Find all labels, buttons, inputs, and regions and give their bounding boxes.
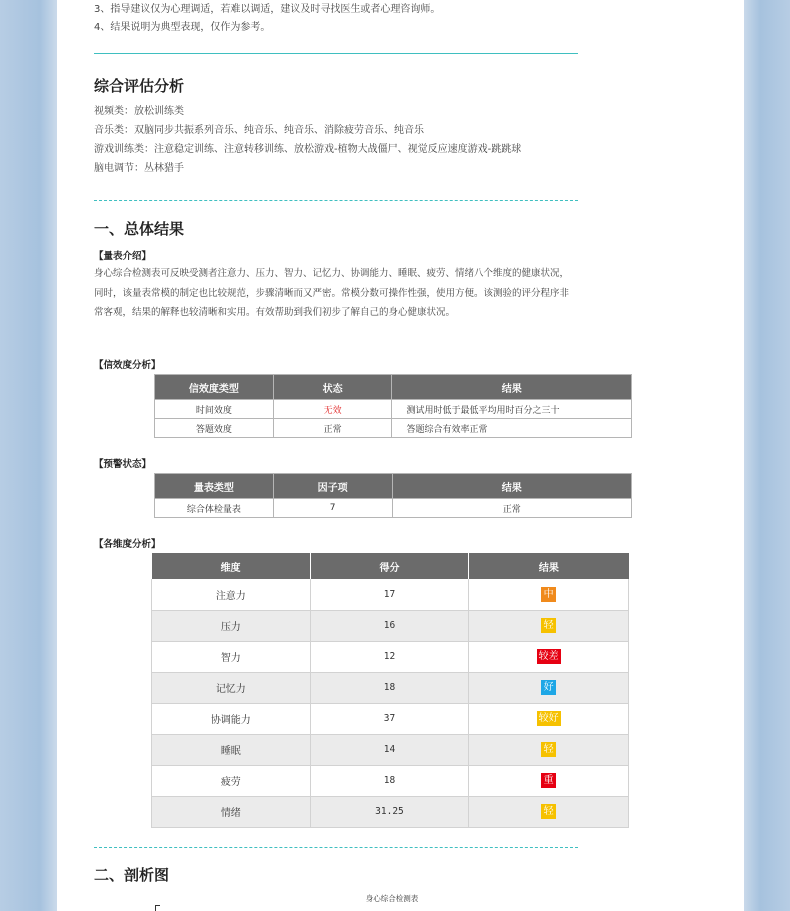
dimension-score: 37 (310, 703, 469, 734)
dimension-result-cell (469, 703, 629, 734)
dimension-name: 疲劳 (152, 765, 311, 796)
dimension-name: 睡眠 (152, 734, 311, 765)
validity-header-status: 状态 (273, 375, 392, 400)
dimension-result-cell (469, 765, 629, 796)
dimension-score: 18 (310, 765, 469, 796)
dimension-result-cell (469, 641, 629, 672)
intro-label: 【量表介绍】 (94, 251, 152, 262)
dimension-result-badge: 较差 (538, 651, 559, 662)
dimension-result-badge: 中 (541, 587, 556, 602)
validity-header-result: 结果 (392, 375, 632, 400)
dimension-score: 12 (310, 641, 469, 672)
dimension-result-cell (469, 734, 629, 765)
dimensions-body (152, 579, 629, 827)
warning-factor: 7 (273, 499, 392, 518)
divider-2 (94, 847, 578, 848)
divider-1 (94, 200, 578, 201)
dimension-score: 17 (310, 579, 469, 610)
overall-line-video: 视频类：放松训练类 (94, 106, 184, 117)
dimension-result-cell (469, 579, 629, 610)
table-row (155, 499, 632, 518)
note-3: 3、指导建议仅为心理调适，若难以调适，建议及时寻找医生或者心理咨询师。 (94, 4, 441, 15)
dimension-result-badge: 轻 (541, 618, 556, 633)
overall-lines (94, 102, 578, 178)
validity-table (154, 374, 632, 438)
chart-axis-corner (155, 905, 160, 911)
intro-text: 身心综合检测表可反映受测者注意力、压力、智力、记忆力、协调能力、睡眠、疲劳、情绪八个维度的健康状况，同时，该量表常模的制定也比较规范，步骤清晰而又严密。常模分数可操作性强，使用方便。该测验的评分程序非常客观，结果的解释也较清晰和实用。有效帮助到我们初步了解自己的身心健康状况。 (94, 268, 570, 318)
warning-table (154, 473, 632, 518)
dimension-result-badge: 轻 (541, 742, 556, 757)
dimensions-header-row (152, 553, 629, 579)
dimension-name: 情绪 (152, 796, 311, 827)
dimension-name: 压力 (152, 610, 311, 641)
dimension-score: 14 (310, 734, 469, 765)
warning-header-row (155, 474, 632, 499)
dimension-result-badge: 好 (541, 680, 556, 695)
validity-label: 【信效度分析】 (94, 360, 161, 371)
validity-type: 答题效度 (155, 419, 274, 438)
validity-result: 答题综合有效率正常 (392, 419, 632, 438)
table-row (152, 703, 629, 734)
dimension-result-cell (469, 672, 629, 703)
dimension-score: 16 (310, 610, 469, 641)
dimension-name: 注意力 (152, 579, 311, 610)
table-row (152, 765, 629, 796)
warning-header-factor: 因子项 (273, 474, 392, 499)
table-row (152, 672, 629, 703)
overall-title: 综合评估分析 (94, 77, 185, 95)
table-row (152, 641, 629, 672)
dimensions-label: 【各维度分析】 (94, 539, 161, 550)
dimension-result-badge: 轻 (541, 804, 556, 819)
dimension-result-badge: 较好 (538, 713, 559, 724)
dimensions-header-result: 结果 (469, 553, 629, 579)
dimension-score: 31.25 (310, 796, 469, 827)
dimensions-header-score: 得分 (310, 553, 469, 579)
dimension-score: 18 (310, 672, 469, 703)
table-row (152, 734, 629, 765)
section1-title: 一、总体结果 (94, 220, 185, 238)
warning-header-type: 量表类型 (155, 474, 274, 499)
warning-label: 【预警状态】 (94, 459, 152, 470)
dimensions-table (151, 553, 629, 828)
dimension-name: 协调能力 (152, 703, 311, 734)
overall-line-eeg: 脑电调节：丛林猎手 (94, 163, 184, 174)
validity-type: 时间效度 (155, 400, 274, 419)
dimensions-header-name: 维度 (152, 553, 311, 579)
validity-header-row (155, 375, 632, 400)
validity-header-type: 信效度类型 (155, 375, 274, 400)
warning-type: 综合体检量表 (155, 499, 274, 518)
validity-status: 正常 (273, 419, 392, 438)
table-row (155, 400, 632, 419)
notes-block (94, 0, 578, 37)
warning-result: 正常 (392, 499, 632, 518)
validity-status: 无效 (273, 400, 392, 419)
table-row (152, 796, 629, 827)
divider-top (94, 53, 578, 54)
chart-caption: 身心综合检测表 (365, 894, 419, 903)
warning-header-result: 结果 (392, 474, 632, 499)
overall-line-game: 游戏训练类：注意稳定训练、注意转移训练、放松游戏-植物大战僵尸、视觉反应速度游戏-跳跳球 (94, 144, 522, 155)
dimension-result-cell (469, 610, 629, 641)
dimension-result-cell (469, 796, 629, 827)
table-row (152, 610, 629, 641)
table-row (152, 579, 629, 610)
table-row (155, 419, 632, 438)
dimension-result-badge: 重 (541, 773, 556, 788)
overall-line-music: 音乐类：双脑同步共振系列音乐、纯音乐、纯音乐、消除疲劳音乐、纯音乐 (94, 125, 424, 136)
dimension-name: 记忆力 (152, 672, 311, 703)
dimension-name: 智力 (152, 641, 311, 672)
section2-title: 二、剖析图 (94, 866, 170, 884)
note-4: 4、结果说明为典型表现，仅作为参考。 (94, 22, 271, 33)
validity-result: 测试用时低于最低平均用时百分之三十 (392, 400, 632, 419)
